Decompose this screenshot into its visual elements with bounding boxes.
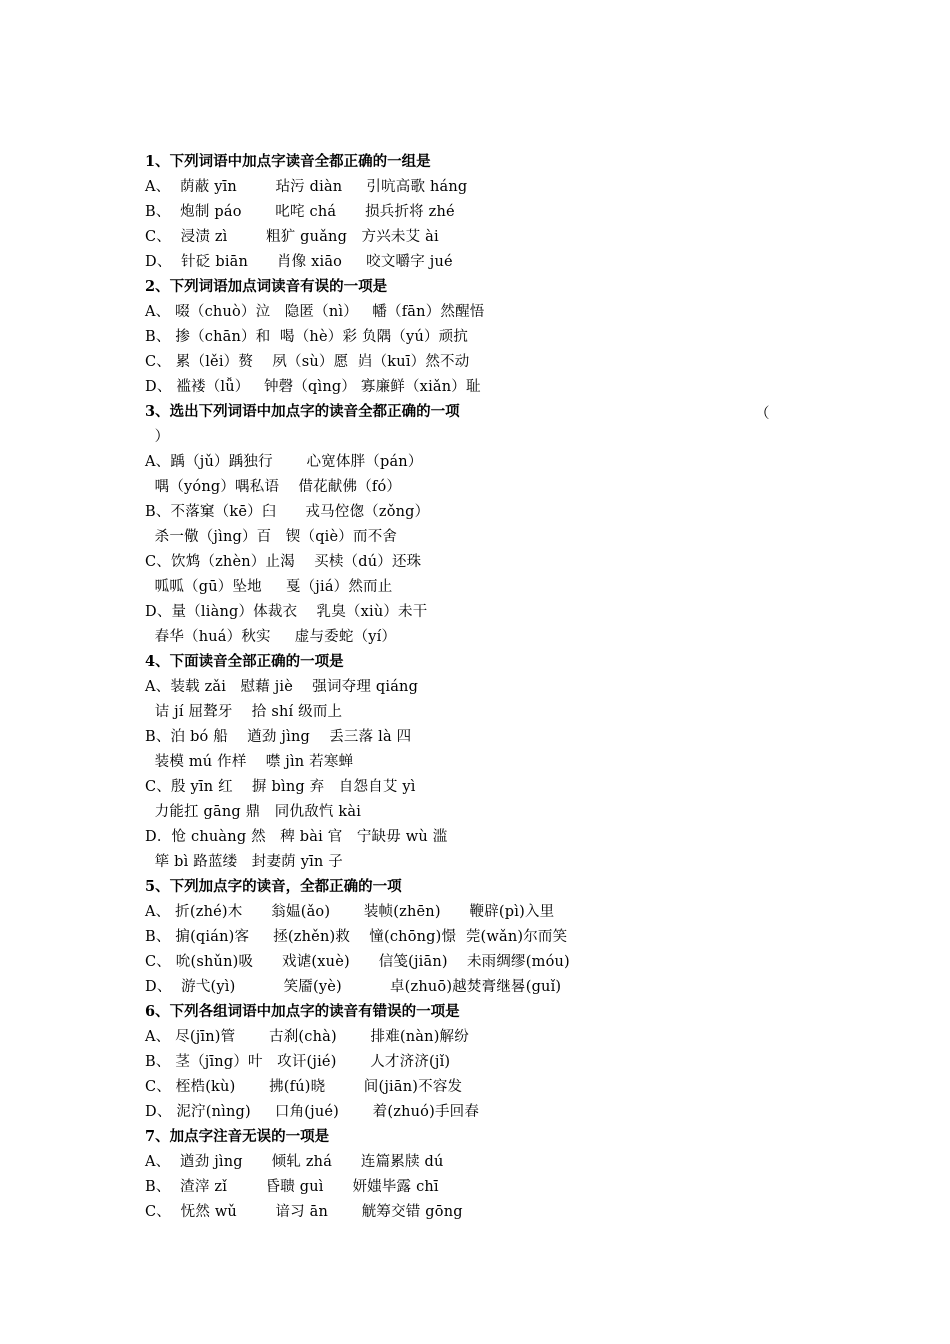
- option-line: A、 遒劲 jìng 倾轧 zhá 连篇累牍 dú: [145, 1154, 444, 1170]
- option-line: A、踽（jǔ）踽独行 心宽体胖（pán）: [145, 454, 423, 470]
- option-line: 春华（huá）秋实 虚与委蛇（yí）: [145, 629, 397, 645]
- question-title: 5、下列加点字的读音，全都正确的一项: [145, 878, 402, 895]
- option-line: B、 渣滓 zǐ 昏聩 guì 妍媸毕露 chī: [145, 1179, 439, 1195]
- option-line: 筚 bì 路蓝缕 封妻荫 yīn 子: [145, 854, 343, 870]
- question-title: 4、下面读音全部正确的一项是: [145, 653, 344, 670]
- question-7: [145, 1126, 785, 1226]
- option-line: B、 炮制 páo 叱咤 chá 损兵折将 zhé: [145, 204, 455, 220]
- option-line: C、 桎梏(kù) 拂(fú)晓 间(jiān)不容发: [145, 1079, 463, 1095]
- answer-bracket-open: （: [755, 406, 770, 422]
- option-line: C、饮鸩（zhèn）止渴 买椟（dú）还珠: [145, 554, 422, 570]
- question-title: 1、下列词语中加点字读音全都正确的一组是: [145, 153, 431, 170]
- question-title: 3、选出下列词语中加点字的读音全都正确的一项: [145, 403, 460, 420]
- question-6: [145, 1001, 785, 1126]
- option-line: 诘 jí 屈聱牙 拾 shí 级而上: [145, 704, 343, 720]
- option-line: C、殷 yīn 红 摒 bìng 弃 自怨自艾 yì: [145, 779, 416, 795]
- option-line: D、 针砭 biān 肖像 xiāo 咬文嚼字 jué: [145, 254, 453, 270]
- option-line: A、 啜（chuò）泣 隐匿（nì） 幡（fān）然醒悟: [145, 304, 485, 320]
- option-line: B、 掺（chān）和 喝（hè）彩 负隅（yú）顽抗: [145, 329, 469, 345]
- option-line: D．怆 chuàng 然 稗 bài 官 宁缺毋 wù 滥: [145, 829, 448, 845]
- option-line: A、装载 zǎi 慰藉 jiè 强词夺理 qiáng: [145, 679, 419, 695]
- option-line: B、 掮(qián)客 拯(zhěn)救 憧(chōng)憬 莞(wǎn)尔而笑: [145, 929, 568, 945]
- question-2: [145, 276, 785, 401]
- option-line: B、泊 bó 船 遒劲 jìng 丢三落 là 四: [145, 729, 412, 745]
- option-line: C、 吮(shǔn)吸 戏谑(xuè) 信笺(jiān) 未雨绸缪(móu): [145, 954, 570, 970]
- option-line: A、 折(zhé)木 翁媪(ǎo) 装帧(zhēn) 鞭辟(pì)入里: [145, 904, 555, 920]
- option-line: 喁（yóng）喁私语 借花献佛（fó）: [145, 479, 402, 495]
- question-5: [145, 876, 785, 1001]
- question-4: [145, 651, 785, 876]
- option-line: D、量（liàng）体裁衣 乳臭（xiù）未干: [145, 604, 428, 620]
- option-line: C、 浸渍 zì 粗犷 guǎng 方兴未艾 ài: [145, 229, 439, 245]
- question-3: [145, 401, 785, 651]
- option-line: C、 怃然 wǔ 谙习 ān 觥筹交错 gōng: [145, 1204, 463, 1220]
- question-title: 6、下列各组词语中加点字的读音有错误的一项是: [145, 1003, 460, 1020]
- document-body: [145, 151, 785, 1226]
- option-line: 杀一儆（jìng）百 锲（qiè）而不舍: [145, 529, 398, 545]
- option-line: A、 荫蔽 yīn 玷污 diàn 引吭高歌 háng: [145, 179, 468, 195]
- option-line: A、 尽(jīn)管 古刹(chà) 排难(nàn)解纷: [145, 1029, 469, 1045]
- option-line: B、 茎（jīng）叶 攻讦(jié) 人才济济(jǐ): [145, 1054, 451, 1070]
- question-title: 2、下列词语加点词读音有误的一项是: [145, 278, 388, 295]
- option-line: C、 累（lěi）赘 夙（sù）愿 岿（kuī）然不动: [145, 354, 470, 370]
- option-line: 力能扛 gāng 鼎 同仇敌忾 kài: [145, 804, 362, 820]
- question-title: 7、加点字注音无误的一项是: [145, 1128, 330, 1145]
- option-line: D、 游弋(yì) 笑靥(yè) 卓(zhuō)越焚膏继晷(guǐ): [145, 979, 562, 995]
- option-line: 装模 mú 作样 噤 jìn 若寒蝉: [145, 754, 354, 770]
- option-line: 呱呱（gū）坠地 戛（jiá）然而止: [145, 579, 393, 595]
- option-line: D、 泥泞(nìng) 口角(jué) 着(zhuó)手回春: [145, 1104, 480, 1120]
- option-line: D、 褴褛（lǚ） 钟磬（qìng） 寡廉鲜（xiǎn）耻: [145, 379, 481, 395]
- answer-bracket-close: ）: [145, 429, 170, 445]
- question-1: [145, 151, 785, 276]
- option-line: B、不落窠（kē）臼 戎马倥偬（zǒng）: [145, 504, 430, 520]
